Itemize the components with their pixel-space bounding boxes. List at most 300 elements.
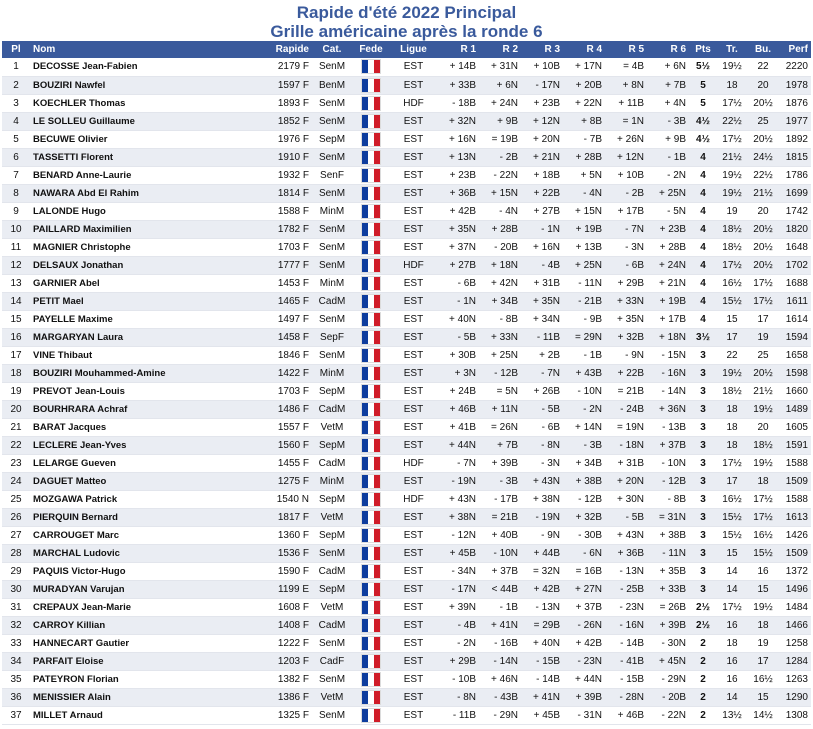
player-name: BECUWE Olivier (30, 130, 242, 148)
cell-r5: - 9N (605, 346, 647, 364)
player-name: BARAT Jacques (30, 418, 242, 436)
cell-r1: + 41B (437, 418, 479, 436)
cell-fede (352, 454, 390, 472)
cell-rapide: 1782 F (242, 220, 312, 238)
cell-r2: + 6N (479, 76, 521, 94)
cell-tr: 17½ (717, 94, 747, 112)
col-header-tr: Tr. (717, 41, 747, 58)
cell-perf: 1509 (779, 472, 811, 490)
cell-ligue: HDF (390, 490, 437, 508)
cell-r6: + 45N (647, 652, 689, 670)
cell-r4: + 8B (563, 112, 605, 130)
cell-pl: 7 (2, 166, 30, 184)
table-row (2, 544, 811, 562)
cell-tr: 18 (717, 634, 747, 652)
table-row (2, 274, 811, 292)
france-flag-icon (362, 295, 380, 308)
cell-r5: = 1N (605, 112, 647, 130)
cell-r2: - 12B (479, 364, 521, 382)
cell-r3: + 34N (521, 310, 563, 328)
cell-r3: - 15B (521, 652, 563, 670)
france-flag-icon (362, 331, 380, 344)
cell-r6: + 7B (647, 76, 689, 94)
cell-bu: 19½ (747, 400, 779, 418)
cell-r2: - 10N (479, 544, 521, 562)
cell-r2: - 3B (479, 472, 521, 490)
cell-r6: + 4N (647, 94, 689, 112)
col-header-r2: R 2 (479, 41, 521, 58)
france-flag-icon (362, 421, 380, 434)
cell-r4: - 2N (563, 400, 605, 418)
cell-r5: = 19N (605, 418, 647, 436)
cell-r6: + 19B (647, 292, 689, 310)
cell-fede (352, 688, 390, 706)
cell-cat: CadF (312, 652, 352, 670)
cell-r4: - 6N (563, 544, 605, 562)
cell-pts: 3 (689, 526, 717, 544)
cell-pl: 10 (2, 220, 30, 238)
cell-pts: 4 (689, 274, 717, 292)
cell-ligue: EST (390, 76, 437, 94)
cell-pl: 2 (2, 76, 30, 94)
cell-rapide: 1852 F (242, 112, 312, 130)
cell-tr: 16 (717, 616, 747, 634)
cell-bu: 17 (747, 652, 779, 670)
cell-ligue: HDF (390, 94, 437, 112)
france-flag-icon (362, 529, 380, 542)
cell-cat: MinM (312, 274, 352, 292)
col-header-fede: Fede (352, 41, 390, 58)
cell-ligue: EST (390, 130, 437, 148)
france-flag-icon (362, 187, 380, 200)
cell-r1: - 12N (437, 526, 479, 544)
cell-r3: + 27B (521, 202, 563, 220)
cell-r5: - 25B (605, 580, 647, 598)
cell-tr: 19½ (717, 166, 747, 184)
cell-fede (352, 634, 390, 652)
cell-r1: + 38N (437, 508, 479, 526)
cell-tr: 18 (717, 76, 747, 94)
cell-ligue: EST (390, 616, 437, 634)
cell-tr: 18½ (717, 220, 747, 238)
cell-fede (352, 526, 390, 544)
cell-r4: = 29N (563, 328, 605, 346)
cell-r2: - 17B (479, 490, 521, 508)
cell-perf: 1702 (779, 256, 811, 274)
cell-rapide: 1386 F (242, 688, 312, 706)
cell-rapide: 1203 F (242, 652, 312, 670)
cell-rapide: 1540 N (242, 490, 312, 508)
cell-ligue: HDF (390, 256, 437, 274)
cell-r6: - 8B (647, 490, 689, 508)
cell-ligue: EST (390, 382, 437, 400)
player-name: GARNIER Abel (30, 274, 242, 292)
cell-r6: = 26B (647, 598, 689, 616)
cell-r6: - 3B (647, 112, 689, 130)
cell-tr: 19½ (717, 58, 747, 76)
cell-fede (352, 364, 390, 382)
cell-r2: + 40B (479, 526, 521, 544)
cell-rapide: 1458 F (242, 328, 312, 346)
cell-fede (352, 616, 390, 634)
cell-perf: 1426 (779, 526, 811, 544)
cell-r6: + 37B (647, 436, 689, 454)
cell-r4: - 31N (563, 706, 605, 724)
cell-r6: + 21N (647, 274, 689, 292)
france-flag-icon (362, 547, 380, 560)
cell-cat: SepM (312, 490, 352, 508)
cell-ligue: EST (390, 364, 437, 382)
cell-r1: - 5B (437, 328, 479, 346)
france-flag-icon (362, 79, 380, 92)
table-row (2, 454, 811, 472)
cell-bu: 17 (747, 310, 779, 328)
cell-pl: 31 (2, 598, 30, 616)
cell-pts: 4½ (689, 112, 717, 130)
cell-r6: + 28B (647, 238, 689, 256)
cell-pts: 2 (689, 670, 717, 688)
table-row (2, 220, 811, 238)
cell-r1: + 14B (437, 58, 479, 76)
cell-pts: 3 (689, 382, 717, 400)
cell-r4: + 39B (563, 688, 605, 706)
cell-bu: 20½ (747, 364, 779, 382)
cell-pts: 4 (689, 220, 717, 238)
cell-perf: 1660 (779, 382, 811, 400)
cell-pts: 3 (689, 472, 717, 490)
france-flag-icon (362, 565, 380, 578)
cell-r3: + 38N (521, 490, 563, 508)
france-flag-icon (362, 169, 380, 182)
cell-r1: - 19N (437, 472, 479, 490)
cell-r3: = 29B (521, 616, 563, 634)
cell-bu: 16½ (747, 526, 779, 544)
cell-pl: 29 (2, 562, 30, 580)
cell-fede (352, 58, 390, 76)
cell-r2: - 29N (479, 706, 521, 724)
player-name: BOURHRARA Achraf (30, 400, 242, 418)
france-flag-icon (362, 151, 380, 164)
france-flag-icon (362, 619, 380, 632)
player-name: PREVOT Jean-Louis (30, 382, 242, 400)
cell-pts: 3 (689, 544, 717, 562)
cell-pts: 4½ (689, 130, 717, 148)
cell-ligue: EST (390, 166, 437, 184)
cell-r3: + 18B (521, 166, 563, 184)
cell-pl: 19 (2, 382, 30, 400)
cell-r2: + 7B (479, 436, 521, 454)
cell-perf: 1648 (779, 238, 811, 256)
cell-r4: - 12B (563, 490, 605, 508)
cell-r5: - 6B (605, 256, 647, 274)
table-row (2, 706, 811, 724)
cell-pl: 15 (2, 310, 30, 328)
cell-ligue: EST (390, 148, 437, 166)
cell-r5: - 14B (605, 634, 647, 652)
cell-r3: - 17N (521, 76, 563, 94)
cell-bu: 15 (747, 580, 779, 598)
table-row (2, 688, 811, 706)
cell-r5: + 11B (605, 94, 647, 112)
cell-tr: 17 (717, 328, 747, 346)
cell-r3: + 12N (521, 112, 563, 130)
cell-r2: - 4N (479, 202, 521, 220)
cell-r2: - 43B (479, 688, 521, 706)
cell-fede (352, 562, 390, 580)
cell-rapide: 1557 F (242, 418, 312, 436)
cell-r3: = 32N (521, 562, 563, 580)
cell-r3: - 4B (521, 256, 563, 274)
cell-pl: 27 (2, 526, 30, 544)
player-name: LE SOLLEU Guillaume (30, 112, 242, 130)
cell-tr: 18½ (717, 382, 747, 400)
cell-fede (352, 166, 390, 184)
cell-r1: - 11B (437, 706, 479, 724)
cell-r5: - 15B (605, 670, 647, 688)
cell-pts: 3 (689, 346, 717, 364)
cell-fede (352, 436, 390, 454)
cell-perf: 1591 (779, 436, 811, 454)
cell-rapide: 1588 F (242, 202, 312, 220)
cell-r2: + 41N (479, 616, 521, 634)
cell-pl: 16 (2, 328, 30, 346)
cell-r2: - 22N (479, 166, 521, 184)
cell-perf: 1466 (779, 616, 811, 634)
cell-tr: 14 (717, 580, 747, 598)
cell-r4: - 7B (563, 130, 605, 148)
cell-cat: CadM (312, 562, 352, 580)
cell-r6: + 25N (647, 184, 689, 202)
cell-r4: + 37B (563, 598, 605, 616)
cell-pts: 3 (689, 562, 717, 580)
cell-tr: 17½ (717, 454, 747, 472)
cell-fede (352, 310, 390, 328)
cell-rapide: 1222 F (242, 634, 312, 652)
cell-ligue: EST (390, 598, 437, 616)
player-name: PAQUIS Victor-Hugo (30, 562, 242, 580)
cell-cat: VetM (312, 688, 352, 706)
player-name: LECLERE Jean-Yves (30, 436, 242, 454)
cell-pl: 12 (2, 256, 30, 274)
cell-fede (352, 202, 390, 220)
col-header-rapide: Rapide (242, 41, 312, 58)
cell-tr: 16 (717, 652, 747, 670)
table-row (2, 76, 811, 94)
table-row (2, 472, 811, 490)
cell-pl: 14 (2, 292, 30, 310)
cell-ligue: EST (390, 652, 437, 670)
cell-r6: - 13B (647, 418, 689, 436)
player-name: CREPAUX Jean-Marie (30, 598, 242, 616)
cell-r5: - 13N (605, 562, 647, 580)
cell-fede (352, 418, 390, 436)
cell-perf: 1699 (779, 184, 811, 202)
cell-r3: - 9N (521, 526, 563, 544)
cell-r2: + 42N (479, 274, 521, 292)
cell-pl: 17 (2, 346, 30, 364)
table-row (2, 400, 811, 418)
cell-perf: 1688 (779, 274, 811, 292)
cell-cat: SenM (312, 148, 352, 166)
cell-rapide: 1777 F (242, 256, 312, 274)
cell-bu: 25 (747, 346, 779, 364)
cell-rapide: 1560 F (242, 436, 312, 454)
player-name: BENARD Anne-Laurie (30, 166, 242, 184)
cell-fede (352, 400, 390, 418)
cell-r5: + 43N (605, 526, 647, 544)
col-header-cat: Cat. (312, 41, 352, 58)
france-flag-icon (362, 457, 380, 470)
cell-r3: - 6B (521, 418, 563, 436)
cell-tr: 17½ (717, 598, 747, 616)
cell-bu: 20½ (747, 130, 779, 148)
cell-r5: + 17B (605, 202, 647, 220)
france-flag-icon (362, 133, 380, 146)
cell-fede (352, 670, 390, 688)
cell-perf: 1614 (779, 310, 811, 328)
page-subtitle: Grille américaine après la ronde 6 (270, 22, 543, 41)
cell-r6: - 11N (647, 544, 689, 562)
cell-r1: - 10B (437, 670, 479, 688)
cell-r5: + 29B (605, 274, 647, 292)
table-row (2, 148, 811, 166)
player-name: PARFAIT Eloise (30, 652, 242, 670)
cell-r5: + 8N (605, 76, 647, 94)
table-row (2, 436, 811, 454)
cell-ligue: EST (390, 634, 437, 652)
cell-ligue: EST (390, 346, 437, 364)
cell-rapide: 1817 F (242, 508, 312, 526)
table-row (2, 526, 811, 544)
cell-r1: + 40N (437, 310, 479, 328)
cell-ligue: EST (390, 580, 437, 598)
cell-pts: 3½ (689, 328, 717, 346)
table-row (2, 202, 811, 220)
cell-tr: 18 (717, 418, 747, 436)
cell-ligue: EST (390, 328, 437, 346)
player-name: PATEYRON Florian (30, 670, 242, 688)
player-name: NAWARA Abd El Rahim (30, 184, 242, 202)
cell-r6: - 15N (647, 346, 689, 364)
cell-r6: - 14N (647, 382, 689, 400)
cell-pts: 2 (689, 688, 717, 706)
cell-tr: 17½ (717, 130, 747, 148)
cell-r4: - 30B (563, 526, 605, 544)
player-name: CARROUGET Marc (30, 526, 242, 544)
table-row (2, 292, 811, 310)
cell-bu: 15 (747, 688, 779, 706)
cell-ligue: EST (390, 472, 437, 490)
cell-tr: 19½ (717, 364, 747, 382)
table-row (2, 508, 811, 526)
cell-r3: + 31B (521, 274, 563, 292)
cell-r2: + 25N (479, 346, 521, 364)
cell-bu: 20 (747, 76, 779, 94)
cell-cat: SenM (312, 58, 352, 76)
player-name: DELSAUX Jonathan (30, 256, 242, 274)
cell-pl: 24 (2, 472, 30, 490)
cell-bu: 20 (747, 418, 779, 436)
cell-fede (352, 292, 390, 310)
player-name: MOZGAWA Patrick (30, 490, 242, 508)
cell-r4: + 5N (563, 166, 605, 184)
cell-perf: 1588 (779, 454, 811, 472)
france-flag-icon (362, 313, 380, 326)
cell-pl: 33 (2, 634, 30, 652)
cell-rapide: 1597 F (242, 76, 312, 94)
cell-r6: - 1B (647, 148, 689, 166)
cell-r4: = 16B (563, 562, 605, 580)
cell-cat: SenM (312, 94, 352, 112)
cell-cat: SenM (312, 112, 352, 130)
cell-r5: + 26N (605, 130, 647, 148)
player-name: BOUZIRI Nawfel (30, 76, 242, 94)
cell-rapide: 1893 F (242, 94, 312, 112)
cell-r4: + 43B (563, 364, 605, 382)
cell-cat: SenM (312, 238, 352, 256)
cell-pts: 5 (689, 94, 717, 112)
cell-r3: - 19N (521, 508, 563, 526)
cell-rapide: 1453 F (242, 274, 312, 292)
cell-tr: 15½ (717, 292, 747, 310)
cell-cat: VetM (312, 598, 352, 616)
cell-pl: 25 (2, 490, 30, 508)
cell-r3: - 11B (521, 328, 563, 346)
cell-fede (352, 220, 390, 238)
cell-r5: + 33N (605, 292, 647, 310)
france-flag-icon (362, 637, 380, 650)
cell-perf: 1598 (779, 364, 811, 382)
cell-pts: 4 (689, 238, 717, 256)
cell-pts: 3 (689, 400, 717, 418)
cell-r3: - 7N (521, 364, 563, 382)
cell-pts: 2 (689, 652, 717, 670)
france-flag-icon (362, 583, 380, 596)
cell-cat: CadM (312, 292, 352, 310)
france-flag-icon (362, 385, 380, 398)
cell-r6: - 10N (647, 454, 689, 472)
cell-bu: 17½ (747, 274, 779, 292)
cell-r2: < 44B (479, 580, 521, 598)
cell-tr: 15 (717, 544, 747, 562)
cell-pts: 4 (689, 148, 717, 166)
cell-r1: + 35N (437, 220, 479, 238)
cell-bu: 20½ (747, 256, 779, 274)
cell-ligue: EST (390, 292, 437, 310)
cell-r3: + 35N (521, 292, 563, 310)
cell-fede (352, 508, 390, 526)
cell-cat: CadM (312, 454, 352, 472)
cell-r4: - 9B (563, 310, 605, 328)
cell-pts: 3 (689, 508, 717, 526)
player-name: MAGNIER Christophe (30, 238, 242, 256)
cell-r4: + 17N (563, 58, 605, 76)
cell-r1: + 29B (437, 652, 479, 670)
cell-rapide: 1422 F (242, 364, 312, 382)
cell-r4: + 13B (563, 238, 605, 256)
cell-r2: = 21B (479, 508, 521, 526)
cell-ligue: EST (390, 688, 437, 706)
cell-r5: + 12N (605, 148, 647, 166)
france-flag-icon (362, 277, 380, 290)
player-name: LELARGE Gueven (30, 454, 242, 472)
cell-r5: - 5B (605, 508, 647, 526)
cell-ligue: EST (390, 112, 437, 130)
cell-tr: 15½ (717, 526, 747, 544)
cell-ligue: EST (390, 436, 437, 454)
cell-r4: - 1B (563, 346, 605, 364)
cell-perf: 1611 (779, 292, 811, 310)
